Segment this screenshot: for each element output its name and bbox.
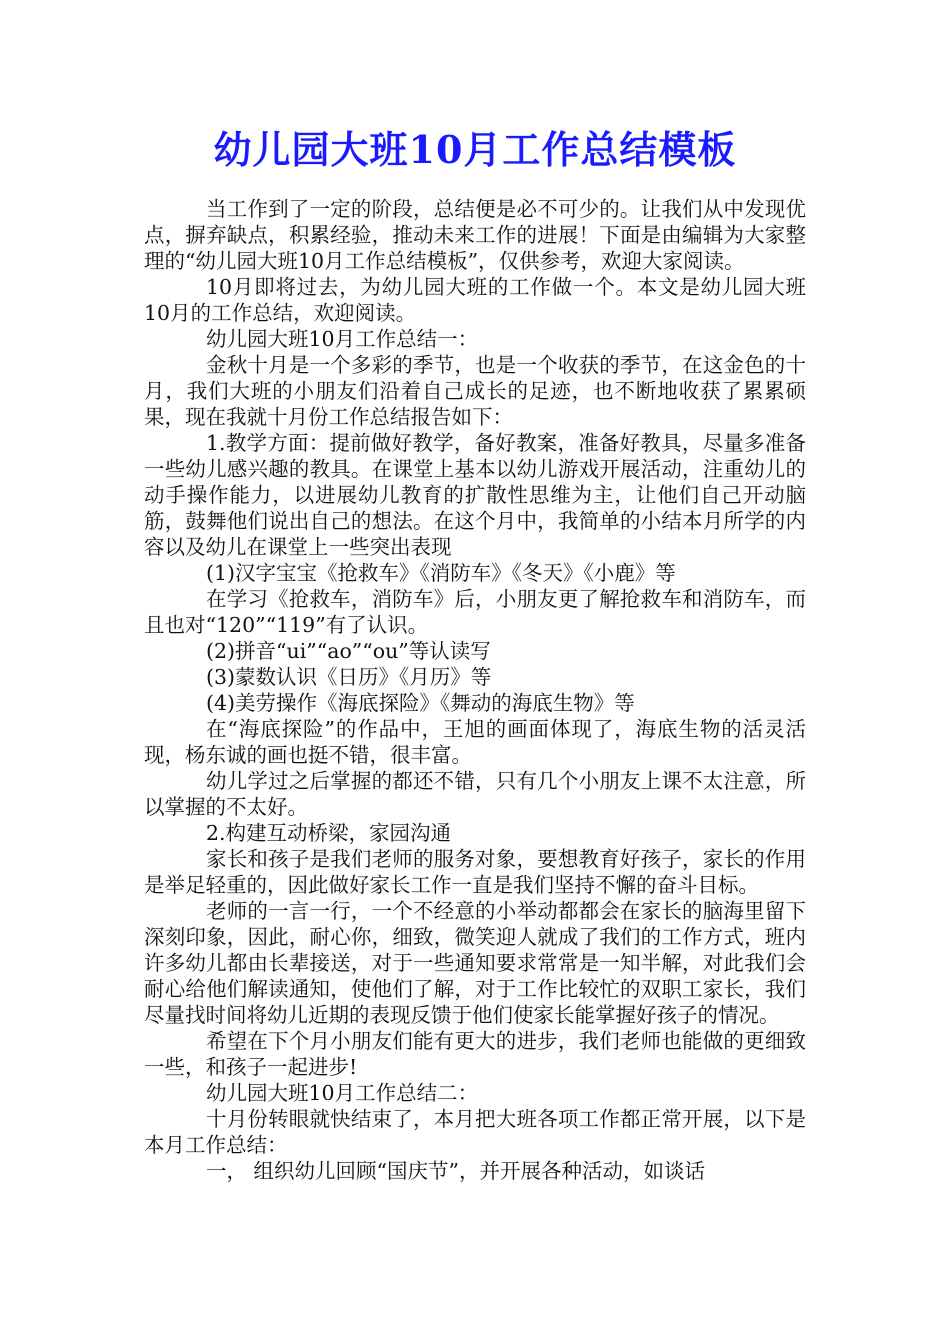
paragraph: 希望在下个月小朋友们能有更大的进步，我们老师也能做的更细致一些，和孩子一起进步!	[144, 1029, 806, 1079]
sub-heading: 2.构建互动桥梁，家园沟通	[206, 821, 452, 845]
paragraph: 十月份转眼就快结束了，本月把大班各项工作都正常开展，以下是本月工作总结：	[144, 1107, 806, 1157]
paragraph: 家长和孩子是我们老师的服务对象，要想教育好孩子，家长的作用是举足轻重的，因此做好家长工作一直是我们坚持不懈的奋斗目标。	[144, 847, 806, 897]
section-heading: 幼儿园大班10月工作总结二：	[206, 1081, 479, 1105]
document-title: 幼儿园大班10月工作总结模板	[213, 127, 737, 172]
paragraph: 10月即将过去，为幼儿园大班的工作做一个。本文是幼儿园大班10月的工作总结，欢迎阅读。	[144, 275, 806, 325]
paragraph: 在学习《抢救车，消防车》后，小朋友更了解抢救车和消防车，而且也对“120”“119”有了认识。	[144, 587, 806, 637]
paragraph: 当工作到了一定的阶段，总结便是必不可少的。让我们从中发现优点，摒弃缺点，积累经验，推动未来工作的进展！下面是由编辑为大家整理的“幼儿园大班10月工作总结模板”，仅供参考，欢迎大家阅读。	[144, 197, 806, 273]
paragraph: 金秋十月是一个多彩的季节，也是一个收获的季节，在这金色的十月，我们大班的小朋友们沿着自己成长的足迹，也不断地收获了累累硕果，现在我就十月份工作总结报告如下：	[144, 353, 806, 429]
paragraph: 幼儿学过之后掌握的都还不错，只有几个小朋友上课不太注意，所以掌握的不太好。	[144, 769, 806, 819]
paragraph: 老师的一言一行，一个不经意的小举动都都会在家长的脑海里留下深刻印象，因此，耐心你，细致，微笑迎人就成了我们的工作方式，班内许多幼儿都由长辈接送，对于一些通知要求常常是一知半解，对此我们会耐心给他们解读通知，使他们了解，对于工作比较忙的双职工家长，我们尽量找时间将幼儿近期的表现反馈于他们使家长能掌握好孩子的情况。	[144, 899, 806, 1027]
list-item: (2)拼音“ui”“ao”“ou”等认读写	[206, 639, 491, 663]
list-item: (3)蒙数认识《日历》《月历》等	[206, 665, 492, 689]
section-heading: 幼儿园大班10月工作总结一：	[206, 327, 479, 351]
list-item: (4)美劳操作《海底探险》《舞动的海底生物》等	[206, 691, 635, 715]
paragraph: 1.教学方面：提前做好教学，备好教案，准备好教具，尽量多准备一些幼儿感兴趣的教具。在课堂上基本以幼儿游戏开展活动，注重幼儿的动手操作能力，以进展幼儿教育的扩散性思维为主，让他们自己开动脑筋，鼓舞他们说出自己的想法。在这个月中，我简单的小结本月所学的内容以及幼儿在课堂上一些突出表现	[144, 431, 806, 559]
paragraph: 一， 组织幼儿回顾“国庆节”，并开展各种活动，如谈话	[206, 1159, 705, 1183]
document-body	[144, 196, 806, 1184]
paragraph: 在“海底探险”的作品中，王旭的画面体现了，海底生物的活灵活现，杨东诚的画也挺不错，很丰富。	[144, 717, 806, 767]
list-item: (1)汉字宝宝《抢救车》《消防车》《冬天》《小鹿》等	[206, 561, 676, 585]
